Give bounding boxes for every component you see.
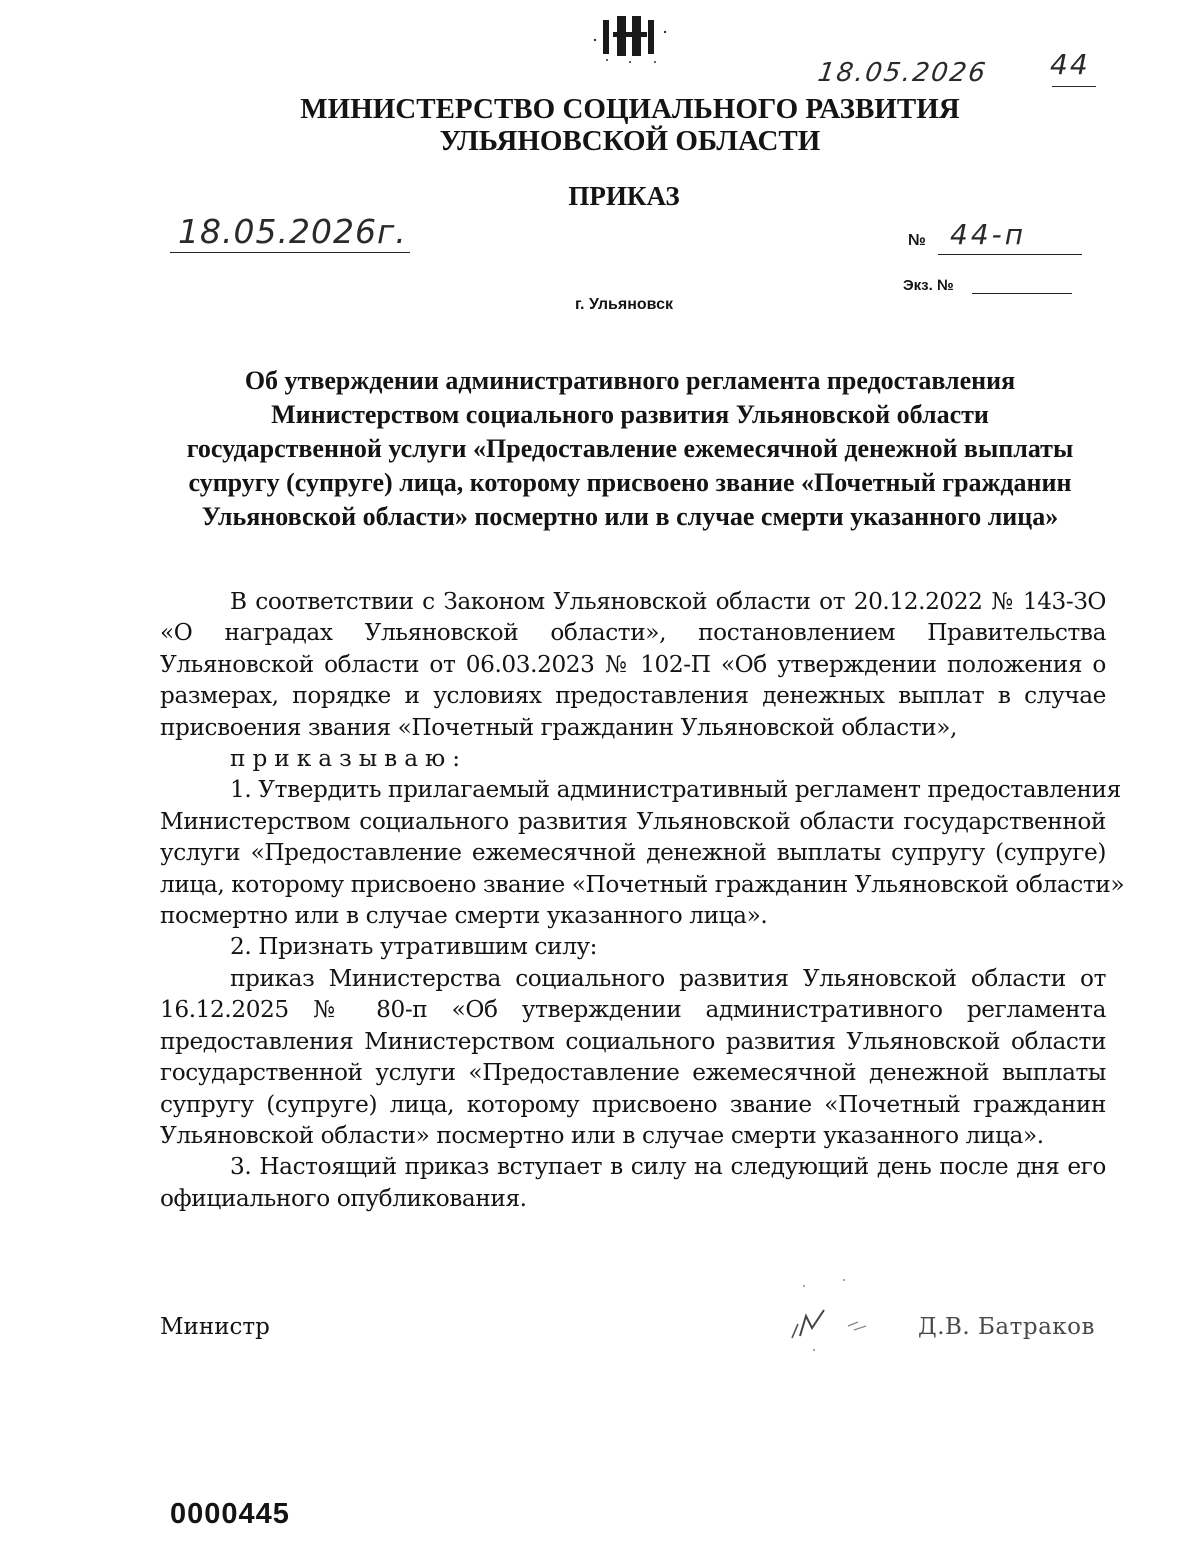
city: г. Ульяновск bbox=[574, 296, 673, 313]
copy-number-label: Экз. № bbox=[903, 277, 954, 294]
item2-line: супругу (супруге) лица, которому присвоено звание «Почетный гражданин bbox=[160, 1090, 1106, 1118]
order-date: 18.05.2026г. bbox=[178, 212, 407, 251]
coat-of-arms-emblem bbox=[585, 10, 675, 66]
form-serial-number: 0000445 bbox=[170, 1498, 290, 1530]
order-number-label: № bbox=[908, 232, 926, 249]
item1-line: посмертно или в случае смерти указанного лица». bbox=[160, 902, 768, 930]
order-number: 44-п bbox=[950, 218, 1027, 251]
registration-number-underline bbox=[1052, 86, 1096, 87]
item2-heading: 2. Признать утратившим силу: bbox=[230, 933, 598, 961]
title-line: супругу (супруге) лица, которому присвоено звание «Почетный гражданин bbox=[188, 468, 1072, 497]
preamble-line: «О наградах Ульяновской области», постановлением Правительства bbox=[160, 619, 1106, 647]
signer-name: Д.В. Батраков bbox=[918, 1314, 1095, 1340]
copy-number-underline bbox=[972, 293, 1072, 294]
registration-handwritten-date: 18.05.2026 bbox=[815, 58, 989, 88]
ministry-name-line1: МИНИСТЕРСТВО СОЦИАЛЬНОГО РАЗВИТИЯ bbox=[300, 93, 960, 125]
item2-line: предоставления Министерством социального развития Ульяновской области bbox=[160, 1027, 1106, 1055]
item3-line: 3. Настоящий приказ вступает в силу на следующий день после дня его bbox=[230, 1153, 1106, 1181]
preamble-line: В соответствии с Законом Ульяновской области от 20.12.2022 № 143-ЗО bbox=[230, 588, 1106, 615]
item2-line: Ульяновской области» посмертно или в случае смерти указанного лица». bbox=[160, 1121, 1044, 1149]
date-underline bbox=[170, 252, 410, 253]
title-line: Об утверждении административного регламента предоставления bbox=[244, 366, 1016, 395]
preamble-line: присвоения звания «Почетный гражданин Ульяновской области», bbox=[160, 713, 957, 741]
item3-line: официального опубликования. bbox=[160, 1184, 527, 1212]
preamble-line: Ульяновской области от 06.03.2023 № 102-П «Об утверждении положения о bbox=[160, 650, 1106, 678]
title-line: Министерством социального развития Ульяновской области bbox=[271, 400, 989, 429]
item1-line: лица, которому присвоено звание «Почетный гражданин Ульяновской области» bbox=[160, 870, 1125, 898]
registration-handwritten-number: 44 bbox=[1050, 48, 1090, 81]
order-word: приказываю: bbox=[230, 745, 468, 773]
preamble-line: размерах, порядке и условиях предоставления денежных выплат в случае bbox=[160, 682, 1106, 710]
item2-line: приказ Министерства социального развития Ульяновской области от bbox=[230, 964, 1106, 992]
item1-line: 1. Утвердить прилагаемый административный регламент предоставления bbox=[230, 776, 1121, 804]
item1-line: услуги «Предоставление ежемесячной денежной выплаты супругу (супруге) bbox=[160, 839, 1106, 867]
order-title bbox=[150, 364, 1110, 534]
number-underline bbox=[938, 254, 1082, 255]
title-line: Ульяновской области» посмертно или в случае смерти указанного лица» bbox=[201, 502, 1059, 531]
signature-mark bbox=[784, 1276, 894, 1356]
item1-line: Министерством социального развития Ульяновской области государственной bbox=[160, 807, 1106, 835]
ministry-name-line2: УЛЬЯНОВСКОЙ ОБЛАСТИ bbox=[439, 125, 821, 157]
signer-title: Министр bbox=[160, 1314, 270, 1340]
title-line: государственной услуги «Предоставление ежемесячной денежной выплаты bbox=[186, 434, 1074, 463]
document-type: ПРИКАЗ bbox=[568, 181, 680, 211]
item2-line: государственной услуги «Предоставление ежемесячной денежной выплаты bbox=[160, 1059, 1106, 1087]
item2-line: 16.12.2025 № 80-п «Об утверждении административного регламента bbox=[160, 996, 1106, 1024]
order-body bbox=[160, 586, 1125, 1214]
